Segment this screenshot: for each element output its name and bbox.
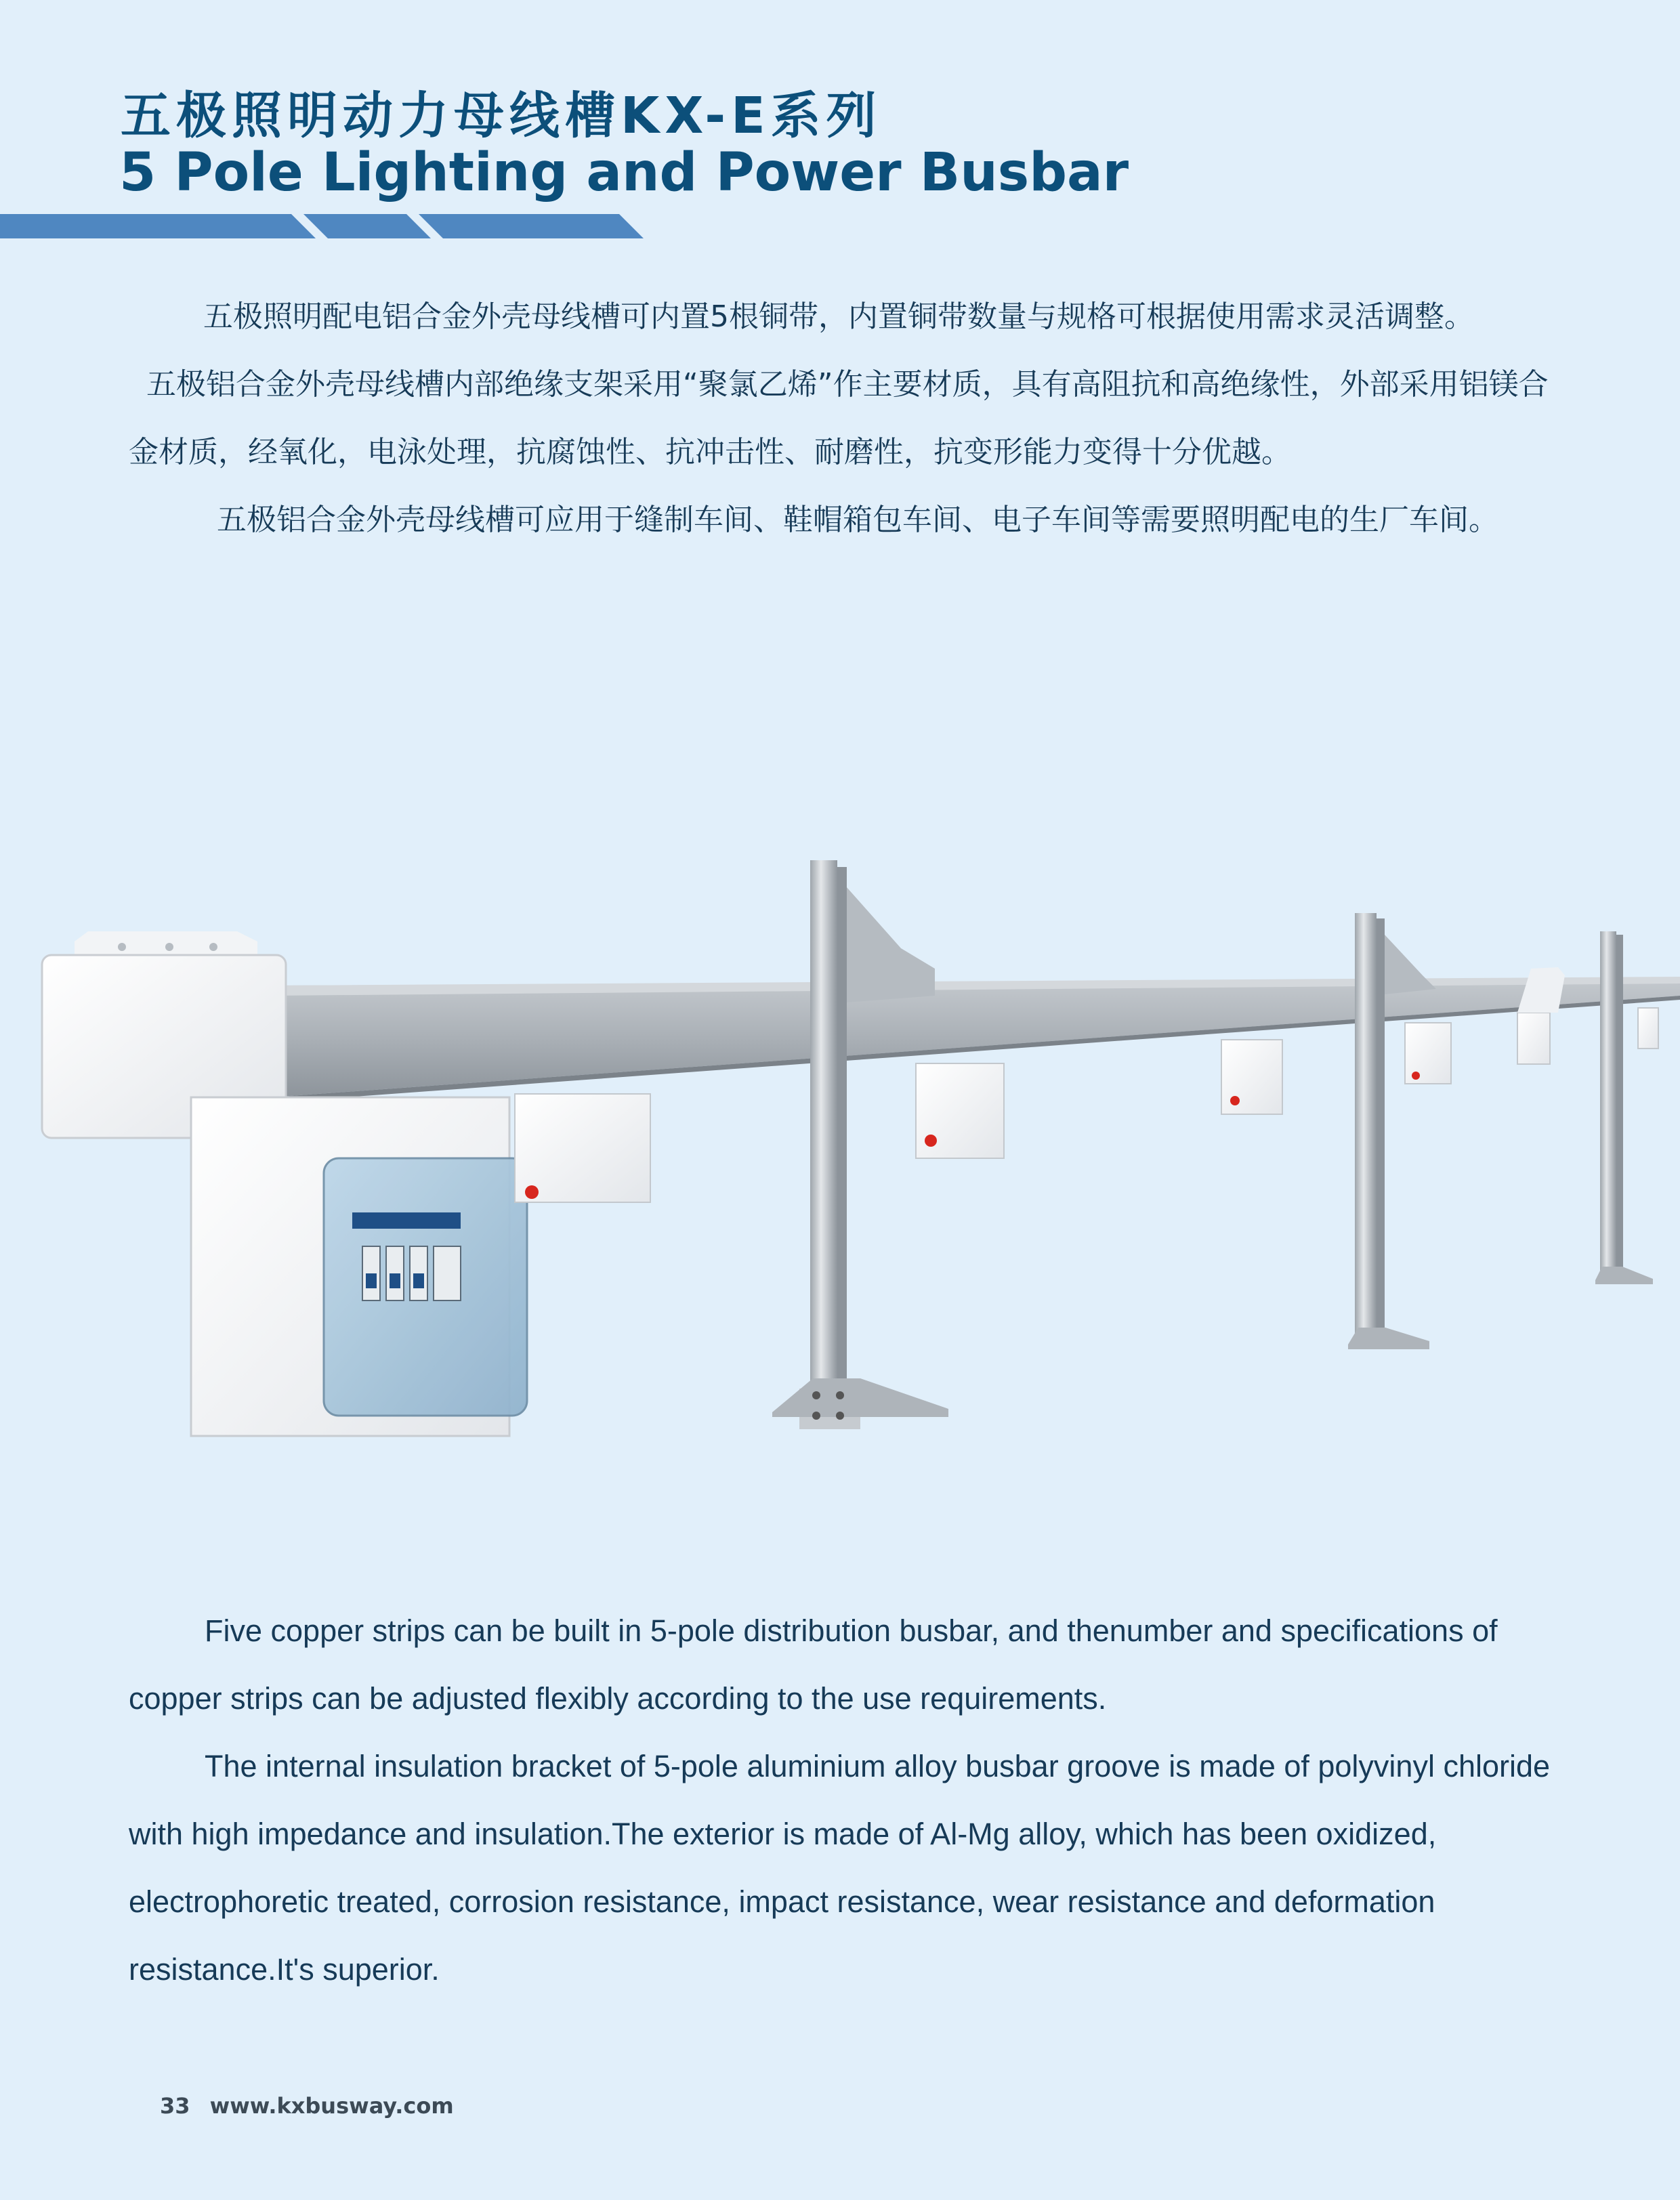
header-stripes	[0, 214, 650, 238]
description-cn	[115, 283, 1558, 554]
description-en-paragraph-1: Five copper strips can be built in 5-pole distribution busbar, and thenumber and specifications of copper strips can be adjusted flexibly according to the use requirements.	[129, 1613, 1498, 1716]
page-title-cn: 五极照明动力母线槽KX-E系列	[121, 87, 882, 145]
busbar-product-photo	[0, 813, 1680, 1456]
website-link[interactable]: www.kxbusway.com	[209, 2093, 454, 2119]
description-cn-paragraph-2: 五极铝合金外壳母线槽内部绝缘支架采用“聚氯乙烯”作主要材质，具有高阻抗和高绝缘性，外部采用铝镁合金材质，经氧化，电泳处理，抗腐蚀性、抗冲击性、耐磨性，抗变形能力变得十分优越。	[129, 367, 1549, 469]
description-en-paragraph-2: The internal insulation bracket of 5-pole aluminium alloy busbar groove is made of polyvinyl chloride with high impedance and insulation.The exterior is made of Al-Mg alloy, which has been oxidized, electrophoretic treated, corrosion resistance, impact resistance, wear resistance and deformation resistance.It's superior.	[129, 1749, 1551, 1987]
footer	[160, 2093, 466, 2119]
description-cn-paragraph-1: 五极照明配电铝合金外壳母线槽可内置5根铜带，内置铜带数量与规格可根据使用需求灵活调整。	[203, 299, 1474, 334]
page-title-en: 5 Pole Lighting and Power Busbar	[119, 142, 1129, 203]
description-en	[129, 1597, 1565, 2004]
page-number: 33	[160, 2093, 190, 2119]
description-cn-paragraph-3: 五极铝合金外壳母线槽可应用于缝制车间、鞋帽箱包车间、电子车间等需要照明配电的生厂车间。	[217, 503, 1498, 537]
